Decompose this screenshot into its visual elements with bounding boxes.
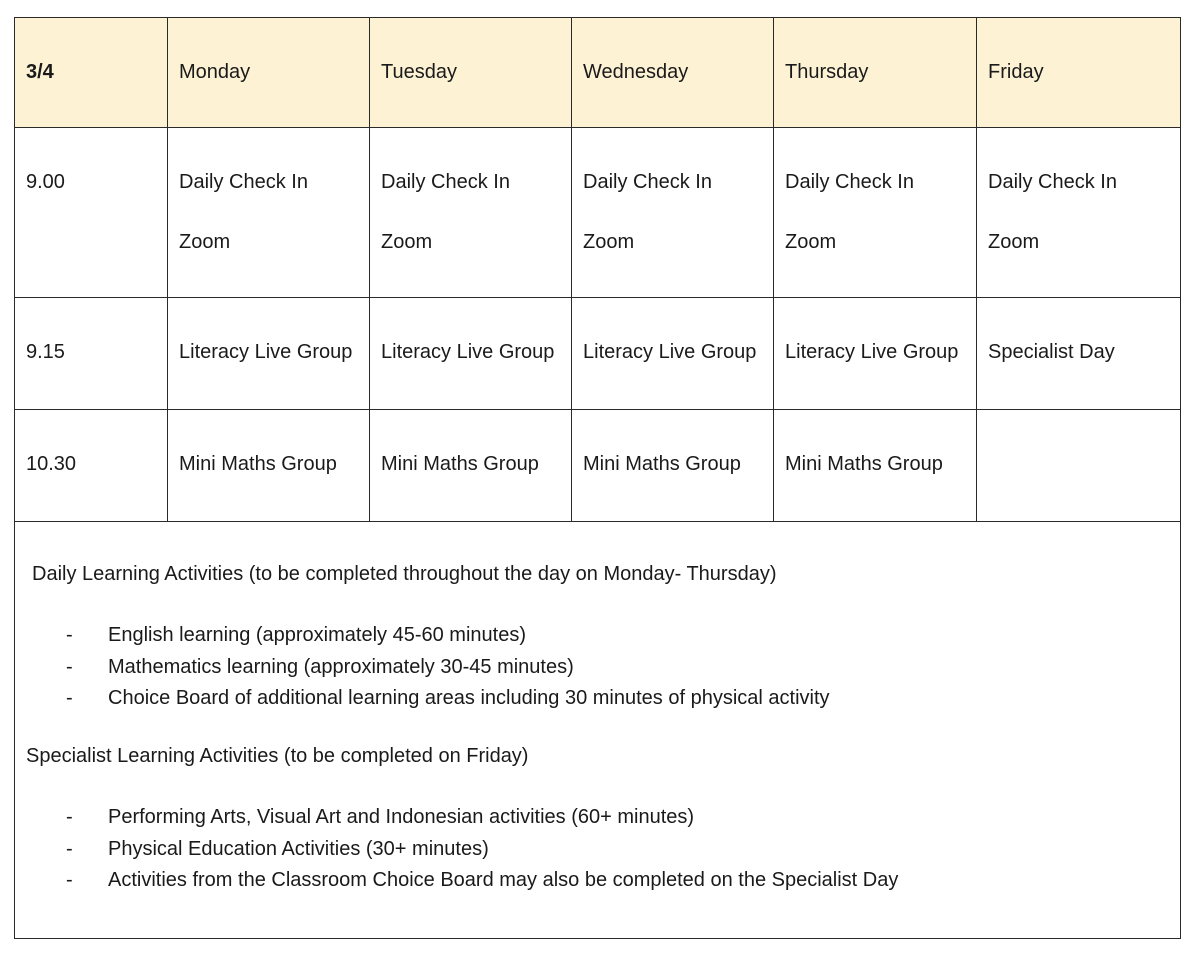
session-title: Daily Check In <box>785 171 914 193</box>
notes-row <box>15 522 1181 939</box>
timetable <box>14 17 1181 939</box>
session-title: Daily Check In <box>583 171 712 193</box>
session-cell: Mini Maths Group <box>168 410 370 522</box>
bullet-dash: - <box>66 869 73 891</box>
session-cell <box>168 128 370 298</box>
time-cell: 9.00 <box>15 128 168 298</box>
session-platform: Zoom <box>381 231 433 253</box>
session-cell: Specialist Day <box>977 298 1181 410</box>
bullet-dash: - <box>66 624 73 646</box>
day-header-tuesday: Tuesday <box>370 18 572 128</box>
list-item <box>15 686 1180 718</box>
bullet-dash: - <box>66 837 73 860</box>
bullet-dash: - <box>66 655 73 678</box>
session-title: Daily Check In <box>179 171 308 193</box>
session-platform: Zoom <box>785 231 837 253</box>
bullet-dash: - <box>66 806 73 828</box>
year-level-cell: 3/4 <box>15 18 168 128</box>
session-cell: Literacy Live Group <box>370 298 572 410</box>
session-title: Daily Check In <box>988 171 1117 193</box>
session-cell <box>977 410 1181 522</box>
session-cell: Literacy Live Group <box>168 298 370 410</box>
session-platform: Zoom <box>179 231 231 253</box>
list-item <box>15 805 1180 837</box>
list-item-text: Mathematics learning (approximately 30-45 minutes) <box>108 655 574 678</box>
list-item <box>15 655 1180 687</box>
session-cell: Literacy Live Group <box>774 298 977 410</box>
table-row <box>15 128 1181 298</box>
list-item-text: Performing Arts, Visual Art and Indonesian activities (60+ minutes) <box>108 806 695 828</box>
session-cell <box>370 128 572 298</box>
bullet-dash: - <box>66 687 73 709</box>
table-row <box>15 298 1181 410</box>
list-item-text: Choice Board of additional learning areas including 30 minutes of physical activity <box>108 687 830 709</box>
list-item <box>15 868 1180 900</box>
day-header-friday: Friday <box>977 18 1181 128</box>
session-cell: Literacy Live Group <box>572 298 774 410</box>
daily-activities-heading: Daily Learning Activities (to be completed throughout the day on Monday- Thursday) <box>32 563 777 585</box>
session-cell: Mini Maths Group <box>572 410 774 522</box>
list-item <box>15 623 1180 655</box>
specialist-activities-list <box>15 805 1180 900</box>
specialist-activities-heading: Specialist Learning Activities (to be completed on Friday) <box>26 745 529 767</box>
session-platform: Zoom <box>583 231 635 253</box>
session-cell <box>774 128 977 298</box>
header-row <box>15 18 1181 128</box>
list-item-text: Activities from the Classroom Choice Board may also be completed on the Specialist Day <box>108 869 899 891</box>
session-cell: Mini Maths Group <box>774 410 977 522</box>
day-header-monday: Monday <box>168 18 370 128</box>
session-cell: Mini Maths Group <box>370 410 572 522</box>
session-title: Daily Check In <box>381 171 510 193</box>
list-item-text: Physical Education Activities (30+ minutes) <box>108 837 489 860</box>
session-cell <box>977 128 1181 298</box>
day-header-wednesday: Wednesday <box>572 18 774 128</box>
time-cell: 10.30 <box>15 410 168 522</box>
daily-activities-list <box>15 623 1180 718</box>
learning-notes <box>15 522 1180 938</box>
session-cell <box>572 128 774 298</box>
notes-cell <box>15 522 1181 939</box>
table-row <box>15 410 1181 522</box>
time-cell: 9.15 <box>15 298 168 410</box>
list-item <box>15 837 1180 869</box>
session-platform: Zoom <box>988 231 1040 253</box>
day-header-thursday: Thursday <box>774 18 977 128</box>
list-item-text: English learning (approximately 45-60 minutes) <box>108 624 526 646</box>
